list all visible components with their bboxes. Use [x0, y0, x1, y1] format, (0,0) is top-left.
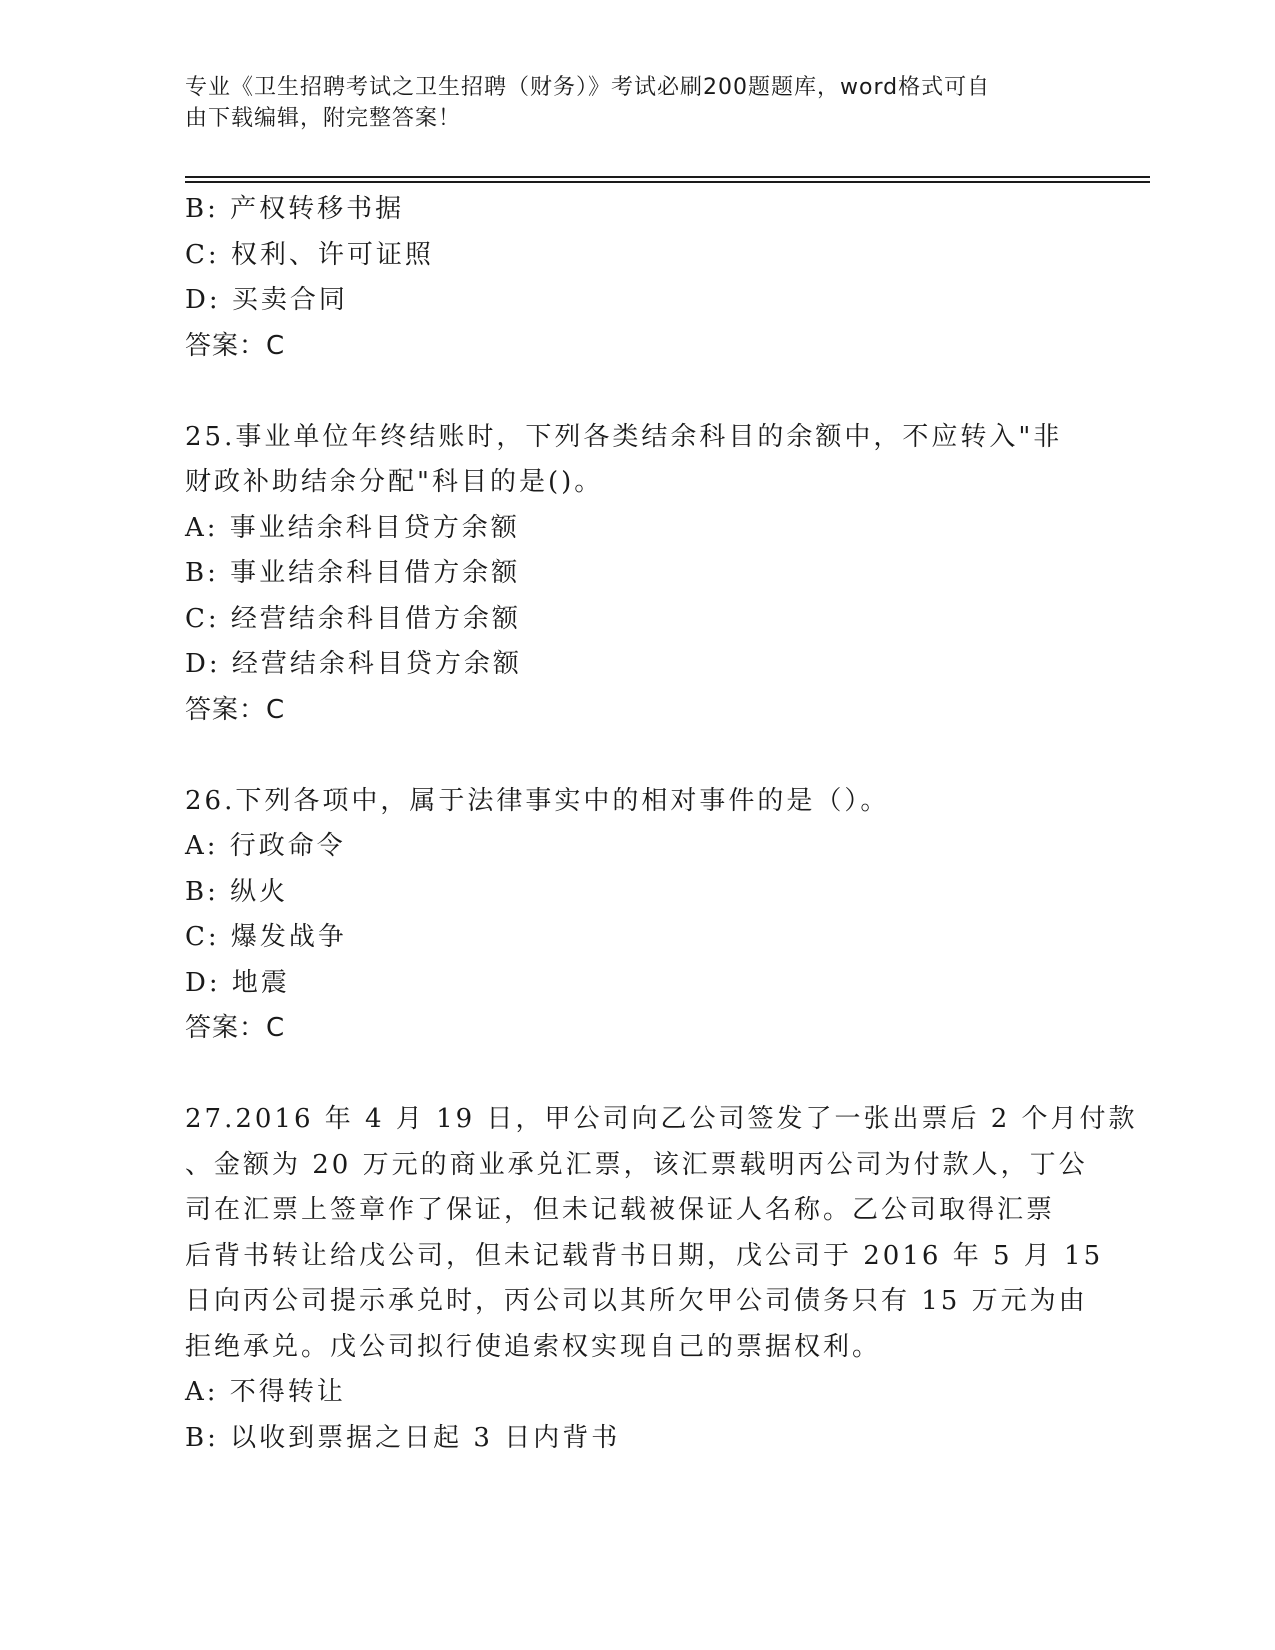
- option-c: C: 经营结余科目借方余额: [185, 603, 521, 634]
- spacer: [185, 369, 1095, 415]
- header-divider-top: [185, 176, 1150, 178]
- header-divider-bottom: [185, 181, 1150, 183]
- option-d: D: 经营结余科目贷方余额: [185, 649, 522, 679]
- page-header: [185, 72, 1065, 134]
- answer: 答案：C: [185, 330, 286, 361]
- question-list: [185, 187, 1138, 1461]
- question-stem: 日向丙公司提示承兑时，丙公司以其所欠甲公司债务只有 15 万元为由: [185, 1286, 1088, 1316]
- question-stem: 、金额为 20 万元的商业承兑汇票，该汇票载明丙公司为付款人，丁公: [185, 1149, 1088, 1180]
- option-b: B: 产权转移书据: [185, 194, 405, 224]
- spacer: [185, 1052, 1095, 1098]
- answer: 答案：C: [185, 1013, 286, 1043]
- option-a: A: 不得转让: [185, 1377, 346, 1407]
- question-stem: 27.2016 年 4 月 19 日，甲公司向乙公司签发了一张出票后 2 个月付款: [185, 1104, 1138, 1134]
- question-24-tail: [185, 187, 1095, 369]
- question-stem: 25.事业单位年终结账时，下列各类结余科目的余额中，不应转入"非: [185, 421, 1063, 452]
- header-line-1: 专业《卫生招聘考试之卫生招聘（财务）》考试必刷200题题库，word格式可自: [185, 75, 991, 100]
- option-d: D: 地震: [185, 967, 290, 998]
- question-stem: 财政补助结余分配"科目的是()。: [185, 467, 604, 497]
- question-stem: 26.下列各项中，属于法律事实中的相对事件的是（）。: [185, 785, 890, 816]
- option-c: C: 权利、许可证照: [185, 239, 434, 270]
- option-b: B: 以收到票据之日起 3 日内背书: [185, 1422, 621, 1453]
- question-stem: 司在汇票上签章作了保证，但未记载被保证人名称。乙公司取得汇票: [185, 1195, 1056, 1225]
- option-a: A: 事业结余科目贷方余额: [185, 512, 520, 543]
- option-b: B: 事业结余科目借方余额: [185, 558, 521, 588]
- header-line-2: 由下载编辑，附完整答案！: [185, 106, 462, 131]
- question-26: [185, 779, 1095, 1052]
- option-c: C: 爆发战争: [185, 922, 347, 952]
- spacer: [185, 733, 1095, 779]
- question-27: [185, 1097, 1138, 1461]
- question-stem: 拒绝承兑。戊公司拟行使追索权实现自己的票据权利。: [185, 1331, 882, 1362]
- question-25: [185, 415, 1095, 734]
- question-stem: 后背书转让给戊公司，但未记载背书日期，戊公司于 2016 年 5 月 15: [185, 1240, 1104, 1271]
- answer: 答案：C: [185, 694, 286, 725]
- option-b: B: 纵火: [185, 876, 289, 907]
- option-d: D: 买卖合同: [185, 285, 348, 315]
- option-a: A: 行政命令: [185, 831, 346, 861]
